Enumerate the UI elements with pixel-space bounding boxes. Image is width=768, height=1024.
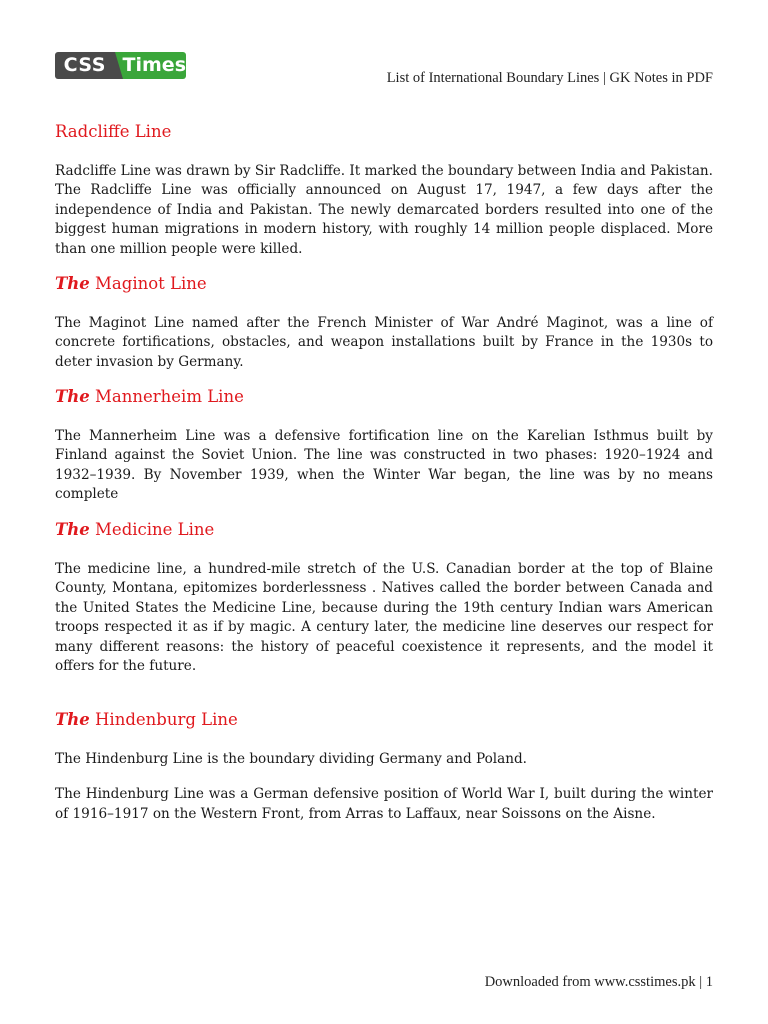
section-medicine [55, 518, 713, 676]
section-heading [55, 120, 713, 144]
section-maginot [55, 272, 713, 372]
section-heading-text: Radcliffe Line [55, 122, 172, 141]
section-heading [55, 708, 713, 732]
section-heading-text: Maginot Line [95, 274, 207, 293]
section-heading-prefix: The [55, 274, 90, 293]
section-paragraph: The Maginot Line named after the French Minister of War André Maginot, was a line of concrete fortifications, obstacles, and weapon installations built by France in the 1930s to deter invasion by Germany. [55, 315, 713, 370]
section-heading [55, 518, 713, 542]
section-heading-text: Mannerheim Line [95, 387, 244, 406]
section-hindenburg [55, 708, 713, 824]
page-footer: Downloaded from www.csstimes.pk | 1 [484, 974, 713, 990]
section-radcliffe [55, 120, 713, 259]
section-paragraph: The Hindenburg Line was a German defensive position of World War I, built during the winter of 1916–1917 on the Western Front, from Arras to Laffaux, near Soissons on the Aisne. [55, 786, 713, 822]
section-heading-prefix: The [55, 387, 90, 406]
page-header-title: List of International Boundary Lines | GK Notes in PDF [386, 70, 713, 86]
section-heading-text: Medicine Line [95, 520, 215, 539]
logo-slash [115, 52, 123, 79]
section-heading [55, 385, 713, 409]
section-heading-text: Hindenburg Line [95, 710, 238, 729]
section-heading-prefix: The [55, 710, 90, 729]
section-paragraph: The medicine line, a hundred-mile stretch of the U.S. Canadian border at the top of Blaine County, Montana, epitomizes borderlessness . Natives called the border between Canada and the United States the Medicine Line, because during the 19th century Indian wars American troops respected it as if by magic. A century later, the medicine line deserves our respect for many different reasons: the history of peaceful coexistence it represents, and the model it offers for the future. [55, 561, 713, 675]
section-paragraph: The Mannerheim Line was a defensive fortification line on the Karelian Isthmus built by Finland against the Soviet Union. The line was constructed in two phases: 1920–1924 and 1932–1939. By November 1939, when the Winter War began, the line was by no means complete [55, 428, 713, 503]
section-mannerheim [55, 385, 713, 505]
section-heading-prefix: The [55, 520, 90, 539]
section-paragraph: The Hindenburg Line is the boundary dividing Germany and Poland. [55, 751, 527, 767]
csstimes-logo [55, 52, 186, 79]
logo-times-text: Times [123, 52, 186, 79]
section-heading [55, 272, 713, 296]
section-paragraph: Radcliffe Line was drawn by Sir Radcliffe. It marked the boundary between India and Pakistan. The Radcliffe Line was officially announced on August 17, 1947, a few days after the independence of India and Pakistan. The newly demarcated borders resulted into one of the biggest human migrations in modern history, with roughly 14 million people displaced. More than one million people were killed. [55, 163, 713, 257]
logo-css-text: CSS [55, 52, 115, 79]
